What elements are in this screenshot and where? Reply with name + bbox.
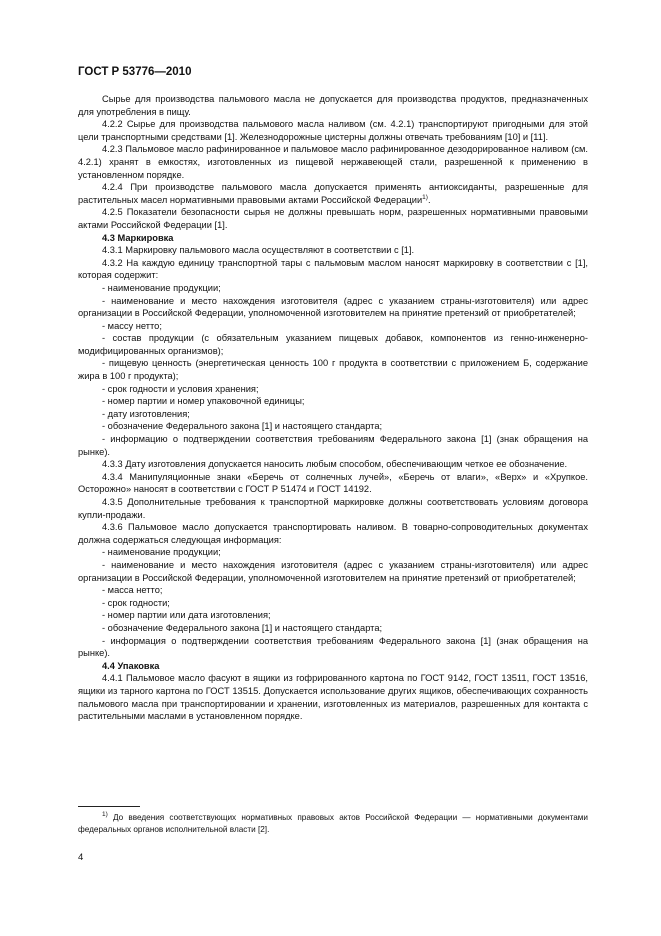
footnote-divider (78, 806, 140, 807)
paragraph: 4.3.1 Маркировку пальмового масла осуществляют в соответствии с [1]. (102, 245, 415, 256)
footnote (78, 812, 588, 836)
list-item: - масса нетто; (102, 585, 163, 596)
paragraph: 4.3.6 Пальмовое масло допускается транспортировать наливом. В товарно-сопроводительных документах должна содержаться следующая информация: (78, 522, 588, 545)
section-heading: 4.4 Упаковка (102, 660, 160, 671)
footnote-text: До введения соответствующих нормативных правовых актов Российской Федерации — нормативными документами федеральных органов исполнительной власти [2]. (78, 813, 588, 834)
paragraph: 4.3.3 Дату изготовления допускается наносить любым способом, обеспечивающим четкое ее обозначение. (102, 459, 568, 470)
page-number: 4 (78, 852, 84, 863)
list-item: - номер партии и номер упаковочной единицы; (102, 396, 305, 407)
list-item: - дату изготовления; (102, 408, 190, 419)
paragraph: 4.3.2 На каждую единицу транспортной тары с пальмовым маслом наносят маркировку в соответствии с [1], которая содержит: (78, 257, 588, 281)
list-item: - наименование продукции; (102, 282, 221, 293)
paragraph: 4.2.3 Пальмовое масло рафинированное и пальмовое масло рафинированное дезодорированное наливом (см. 4.2.1) хранят в емкостях, изготовленных из пищевой нержавеющей стали, разрешенной к применению в установленном порядке. (78, 144, 588, 180)
paragraph: 4.3.5 Дополнительные требования к транспортной маркировке должны соответствовать условиям договора купли-продажи. (78, 497, 588, 520)
paragraph: 4.3.4 Манипуляционные знаки «Беречь от солнечных лучей», «Беречь от влаги», «Верх» и «Хрупкое. Осторожно» наносят в соответствии с ГОСТ Р 51474 и ГОСТ 14192. (78, 471, 588, 495)
paragraph-end: . (427, 194, 431, 205)
document-body (78, 93, 588, 723)
paragraph: 4.2.2 Сырье для производства пальмового масла наливом (см. 4.2.1) транспортируют пригодными для этой цели транспортными средствами [1]. Железнодорожные цистерны должны отвечать требованиям [10] и [11]. (78, 119, 588, 142)
list-item: - обозначение Федерального закона [1] и настоящего стандарта; (102, 421, 383, 432)
list-item: - срок годности; (102, 597, 170, 608)
paragraph: 4.2.5 Показатели безопасности сырья не должны превышать норм, разрешенных нормативными правовыми актами Российской Федерации [1]. (78, 207, 588, 230)
list-item: - состав продукции (с обязательным указанием пищевых добавок, компонентов из генно-инженерно-модифицированных организмов); (78, 333, 588, 356)
footnote-marker: 1) (102, 811, 108, 818)
list-item: - наименование и место нахождения изготовителя (адрес с указанием страны-изготовителя) или адрес организации в Российской Федерации, уполномоченной изготовителем на принятие претензий от приобретателей; (78, 295, 588, 319)
list-item: - наименование продукции; (102, 547, 221, 558)
list-item: - массу нетто; (102, 320, 162, 331)
paragraph (78, 181, 588, 206)
list-item: - пищевую ценность (энергетическая ценность 100 г продукта в соответствии с приложением Б, содержание жира в 100 г продукта); (78, 358, 588, 382)
footnote-reference: 1) (422, 193, 428, 201)
list-item: - обозначение Федерального закона [1] и настоящего стандарта; (102, 622, 383, 633)
section-heading: 4.3 Маркировка (102, 232, 174, 243)
list-item: - информация о подтверждении соответствия требованиям Федерального закона [1] (знак обращения на рынке). (78, 635, 588, 659)
list-item: - номер партии или дата изготовления; (102, 610, 271, 621)
list-item: - наименование и место нахождения изготовителя (адрес с указанием страны-изготовителя) или адрес организации в Российской Федерации, уполномоченной изготовителем на принятие претензий от приобретателей; (78, 559, 588, 583)
document-header: ГОСТ Р 53776—2010 (78, 66, 192, 78)
paragraph-text: 4.2.4 При производстве пальмового масла допускается применять антиоксиданты, разрешенные для растительных масел нормативными правовыми актами Российской Федерации (78, 182, 588, 205)
paragraph: 4.4.1 Пальмовое масло фасуют в ящики из гофрированного картона по ГОСТ 9142, ГОСТ 13511, ГОСТ 13516, ящики из тарного картона по ГОСТ 13515. Допускается использование других ящиков, обеспечивающих сохранность пальмового масла при транспортировании и хранении, изготовленных из материалов, разрешенных для контакта с растительными маслами в установленном порядке. (78, 673, 588, 722)
list-item: - срок годности и условия хранения; (102, 383, 259, 394)
list-item: - информацию о подтверждении соответствия требованиям Федерального закона [1] (знак обращения на рынке). (78, 434, 588, 457)
paragraph: Сырье для производства пальмового масла не допускается для производства продуктов, предназначенных для употребления в пищу. (78, 94, 588, 117)
footnote-paragraph (78, 812, 588, 836)
